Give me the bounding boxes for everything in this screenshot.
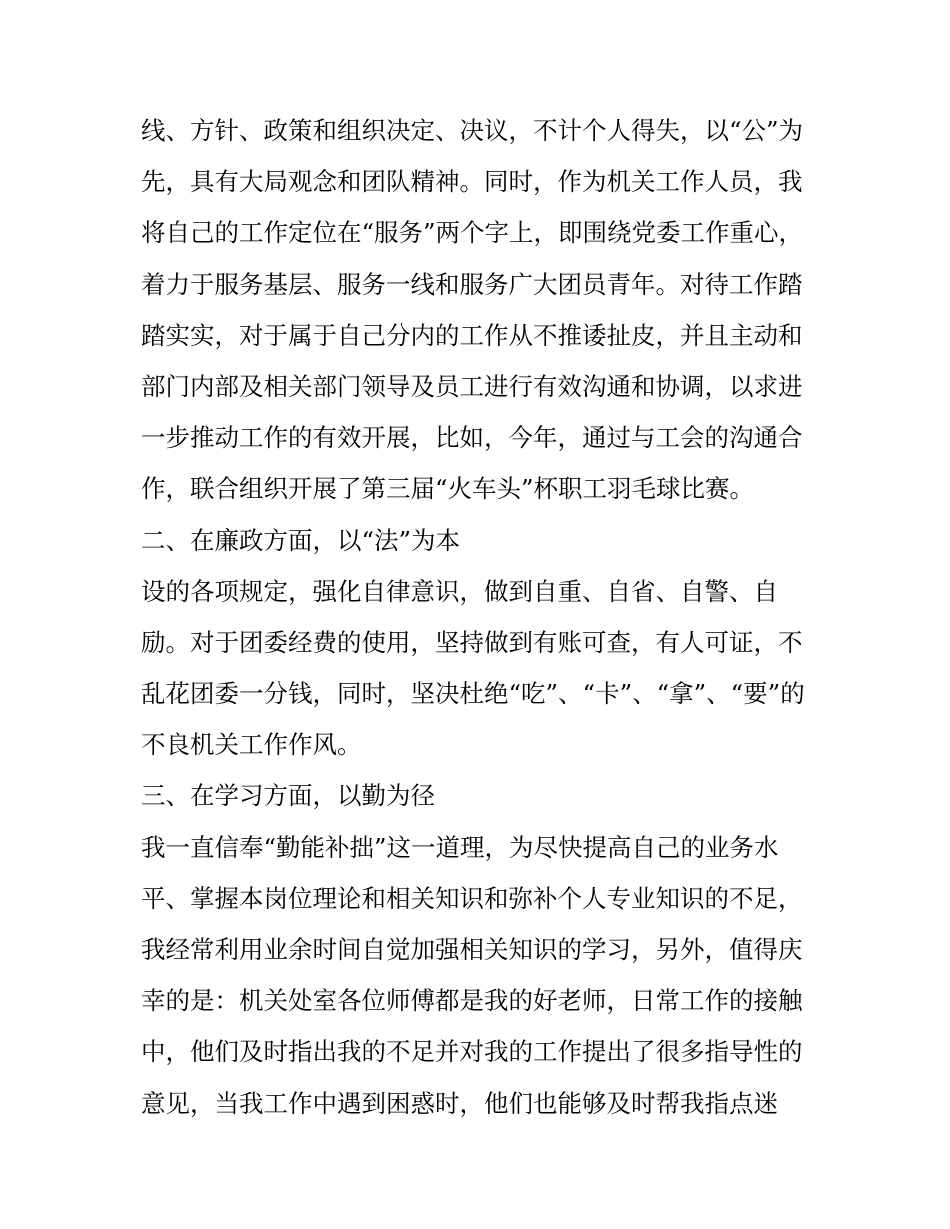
section-heading: 三、在学习方面，以勤为径 xyxy=(141,781,435,811)
text-line: 我一直信奉“勤能补拙”这一道理，为尽快提高自己的业务水 xyxy=(141,832,779,862)
text-line: 设的各项规定，强化自律意识，做到自重、自省、自警、自 xyxy=(141,576,778,606)
body-text xyxy=(141,105,841,1129)
text-line: 作，联合组织开展了第三届“火车头”杯职工羽毛球比赛。 xyxy=(141,474,755,504)
text-line: 一步推动工作的有效开展，比如，今年，通过与工会的沟通合 xyxy=(141,423,803,453)
text-line: 着力于服务基层、服务一线和服务广大团员青年。对待工作踏 xyxy=(141,269,803,299)
text-line: 踏实实，对于属于自己分内的工作从不推诿扯皮，并且主动和 xyxy=(141,320,803,350)
section-heading: 二、在廉政方面，以“法”为本 xyxy=(141,525,461,555)
text-line: 不良机关工作作风。 xyxy=(141,730,362,760)
text-line: 幸的是：机关处室各位师傅都是我的好老师，日常工作的接触 xyxy=(141,986,803,1016)
text-line: 中，他们及时指出我的不足并对我的工作提出了很多指导性的 xyxy=(141,1037,803,1067)
text-line: 乱花团委一分钱，同时，坚决杜绝“吃”、“卡”、“拿”、“要”的 xyxy=(141,679,805,709)
text-line: 将自己的工作定位在“服务”两个字上，即围绕党委工作重心， xyxy=(141,218,804,248)
text-line: 先，具有大局观念和团队精神。同时，作为机关工作人员，我 xyxy=(141,167,803,197)
text-line: 部门内部及相关部门领导及员工进行有效沟通和协调，以求进 xyxy=(141,371,803,401)
text-line: 平、掌握本岗位理论和相关知识和弥补个人专业知识的不足， xyxy=(141,883,803,913)
text-line: 线、方针、政策和组织决定、决议，不计个人得失，以“公”为 xyxy=(141,116,804,145)
text-line: 励。对于团委经费的使用，坚持做到有账可查，有人可证，不 xyxy=(141,627,803,657)
text-line: 意见，当我工作中遇到困惑时，他们也能够及时帮我指点迷 xyxy=(141,1088,778,1118)
text-line: 我经常利用业余时间自觉加强相关知识的学习，另外，值得庆 xyxy=(141,935,803,964)
